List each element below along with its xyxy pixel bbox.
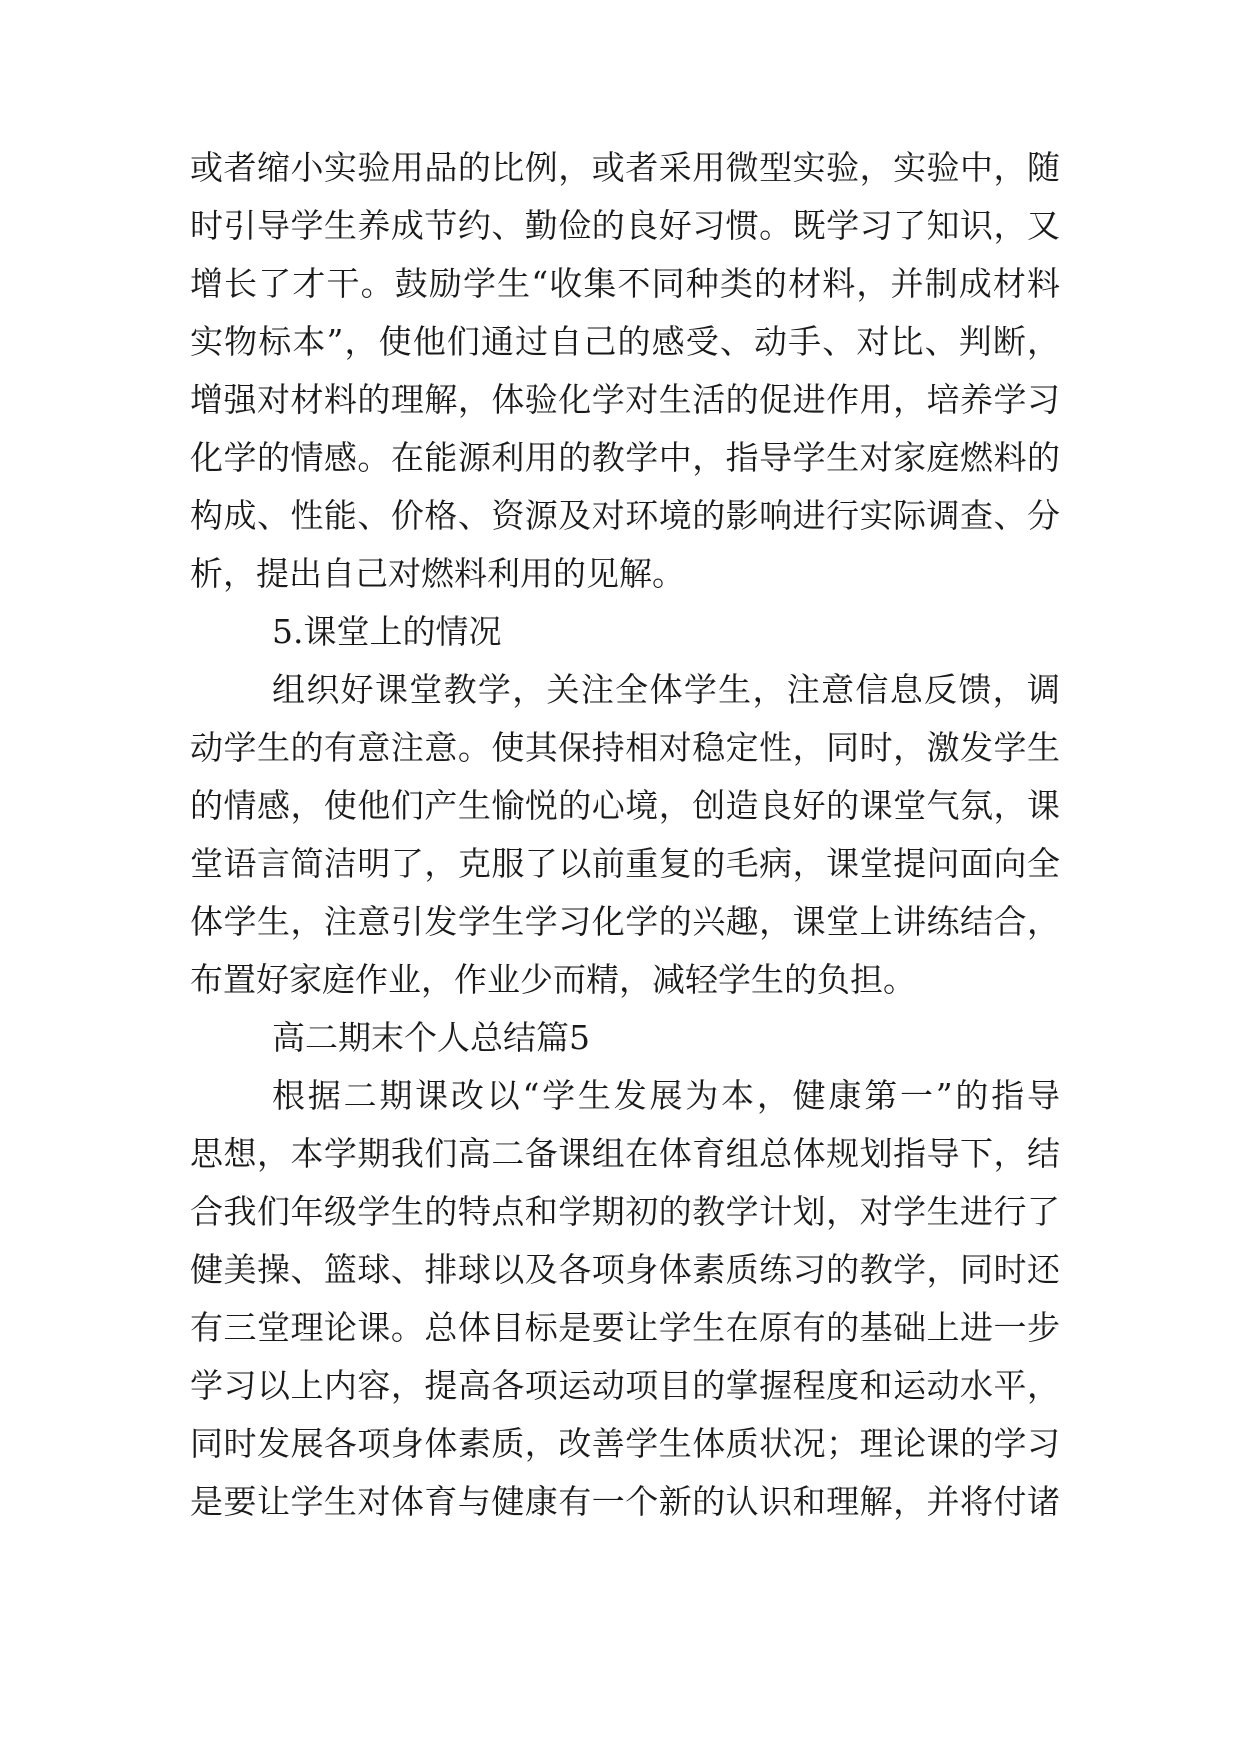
section-heading: 5.课堂上的情况 [272, 612, 502, 651]
text-line: 时引导学生养成节约、勤俭的良好习惯。既学习了知识，又 [190, 206, 1060, 245]
text-line: 思想，本学期我们高二备课组在体育组总体规划指导下，结 [190, 1134, 1060, 1173]
text-line: 健美操、篮球、排球以及各项身体素质练习的教学，同时还 [190, 1250, 1060, 1289]
section-title: 高二期末个人总结篇5 [272, 1018, 590, 1057]
text-line: 同时发展各项身体素质，改善学生体质状况；理论课的学习 [190, 1424, 1060, 1463]
text-line: 增长了才干。鼓励学生“收集不同种类的材料，并制成材料 [190, 264, 1060, 303]
text-line: 根据二期课改以“学生发展为本，健康第一”的指导 [272, 1076, 1060, 1115]
text-line: 化学的情感。在能源利用的教学中，指导学生对家庭燃料的 [190, 438, 1060, 477]
text-line: 动学生的有意注意。使其保持相对稳定性，同时，激发学生 [190, 728, 1060, 767]
text-line: 学习以上内容，提高各项运动项目的掌握程度和运动水平， [190, 1366, 1060, 1405]
text-line: 析，提出自己对燃料利用的见解。 [190, 554, 685, 593]
text-line: 有三堂理论课。总体目标是要让学生在原有的基础上进一步 [190, 1308, 1060, 1347]
text-line: 是要让学生对体育与健康有一个新的认识和理解，并将付诸 [190, 1482, 1060, 1521]
text-line: 合我们年级学生的特点和学期初的教学计划，对学生进行了 [190, 1192, 1060, 1231]
text-line: 构成、性能、价格、资源及对环境的影响进行实际调查、分 [190, 496, 1060, 535]
text-line: 或者缩小实验用品的比例，或者采用微型实验，实验中，随 [190, 148, 1060, 187]
text-line: 实物标本”，使他们通过自己的感受、动手、对比、判断， [190, 322, 1060, 361]
text-line: 体学生，注意引发学生学习化学的兴趣，课堂上讲练结合， [190, 902, 1060, 941]
text-line: 增强对材料的理解，体验化学对生活的促进作用，培养学习 [190, 380, 1060, 419]
text-line: 堂语言简洁明了，克服了以前重复的毛病，课堂提问面向全 [190, 844, 1060, 883]
text-line: 布置好家庭作业，作业少而精，减轻学生的负担。 [190, 960, 916, 999]
text-line: 组织好课堂教学，关注全体学生，注意信息反馈，调 [272, 670, 1060, 709]
text-line: 的情感，使他们产生愉悦的心境，创造良好的课堂气氛，课 [190, 786, 1060, 825]
